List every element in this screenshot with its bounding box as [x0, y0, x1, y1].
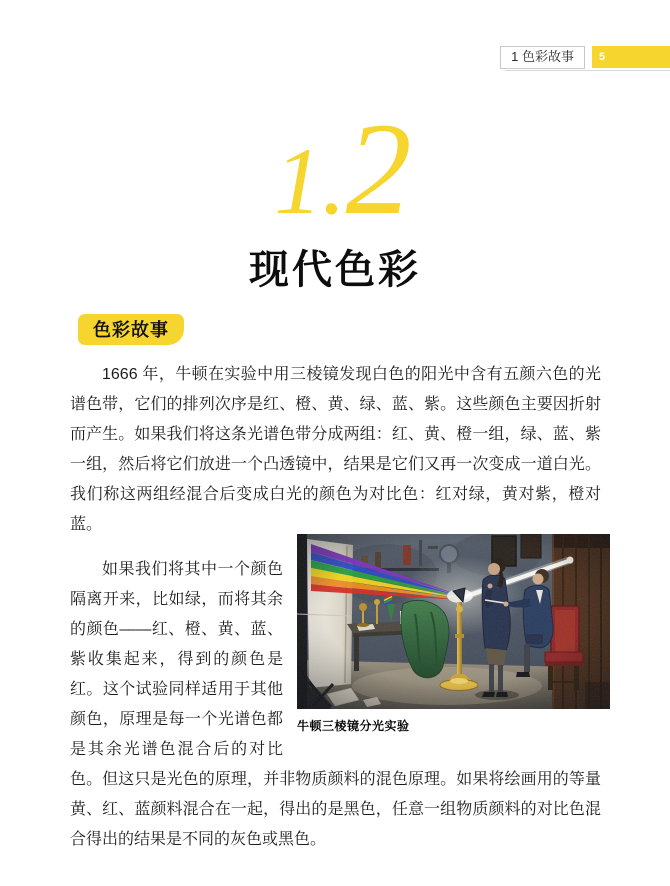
page-number-box [592, 46, 670, 68]
section-number-tail: 2 [345, 95, 412, 242]
page-content [70, 314, 601, 855]
color-story-tag: 色彩故事 [78, 314, 184, 345]
page-header [500, 46, 670, 68]
page-number: 5 [599, 51, 606, 63]
figure-newton-prism [297, 534, 610, 734]
figure-caption: 牛顿三棱镜分光实验 [297, 719, 410, 733]
section-number-lead: 1. [274, 128, 346, 234]
paragraph-1: 1666 年，牛顿在实验中用三棱镜发现白色的阳光中含有五颜六色的光谱色带，它们的排列次序是红、橙、黄、绿、蓝、紫。这些颜色主要因折射而产生。如果我们将这条光谱色带分成两组：红、黄、橙一组，绿、蓝、紫一组，然后将它们放进一个凸透镜中，结果是它们又再一次变成一道白光。我们称这两组经混合后变成白光的颜色为对比色：红对绿，黄对紫，橙对蓝。 [70, 366, 601, 533]
section-number [0, 95, 670, 242]
newton-prism-engraving [297, 534, 610, 709]
paragraph-2: 如果我们将其中一个颜色隔离开来，比如绿，而将其余的颜色——红、橙、黄、蓝、紫收集起来，得到的颜色是红。这个试验同样适用于其他颜色，原理是每一个光谱色都是其余光谱色混合后的对比色。但这只是光色的原理，并非物质颜料的混色原理。如果将绘画用的等量黄、红、蓝颜料混合在一起，得出的是黑色，任意一组物质颜料的对比色混合得出的结果是不同的灰色或黑色。 [70, 561, 601, 848]
header-rule [505, 70, 670, 71]
section-title: 现代色彩 [249, 248, 421, 292]
chapter-label: 1 色彩故事 [500, 46, 585, 69]
